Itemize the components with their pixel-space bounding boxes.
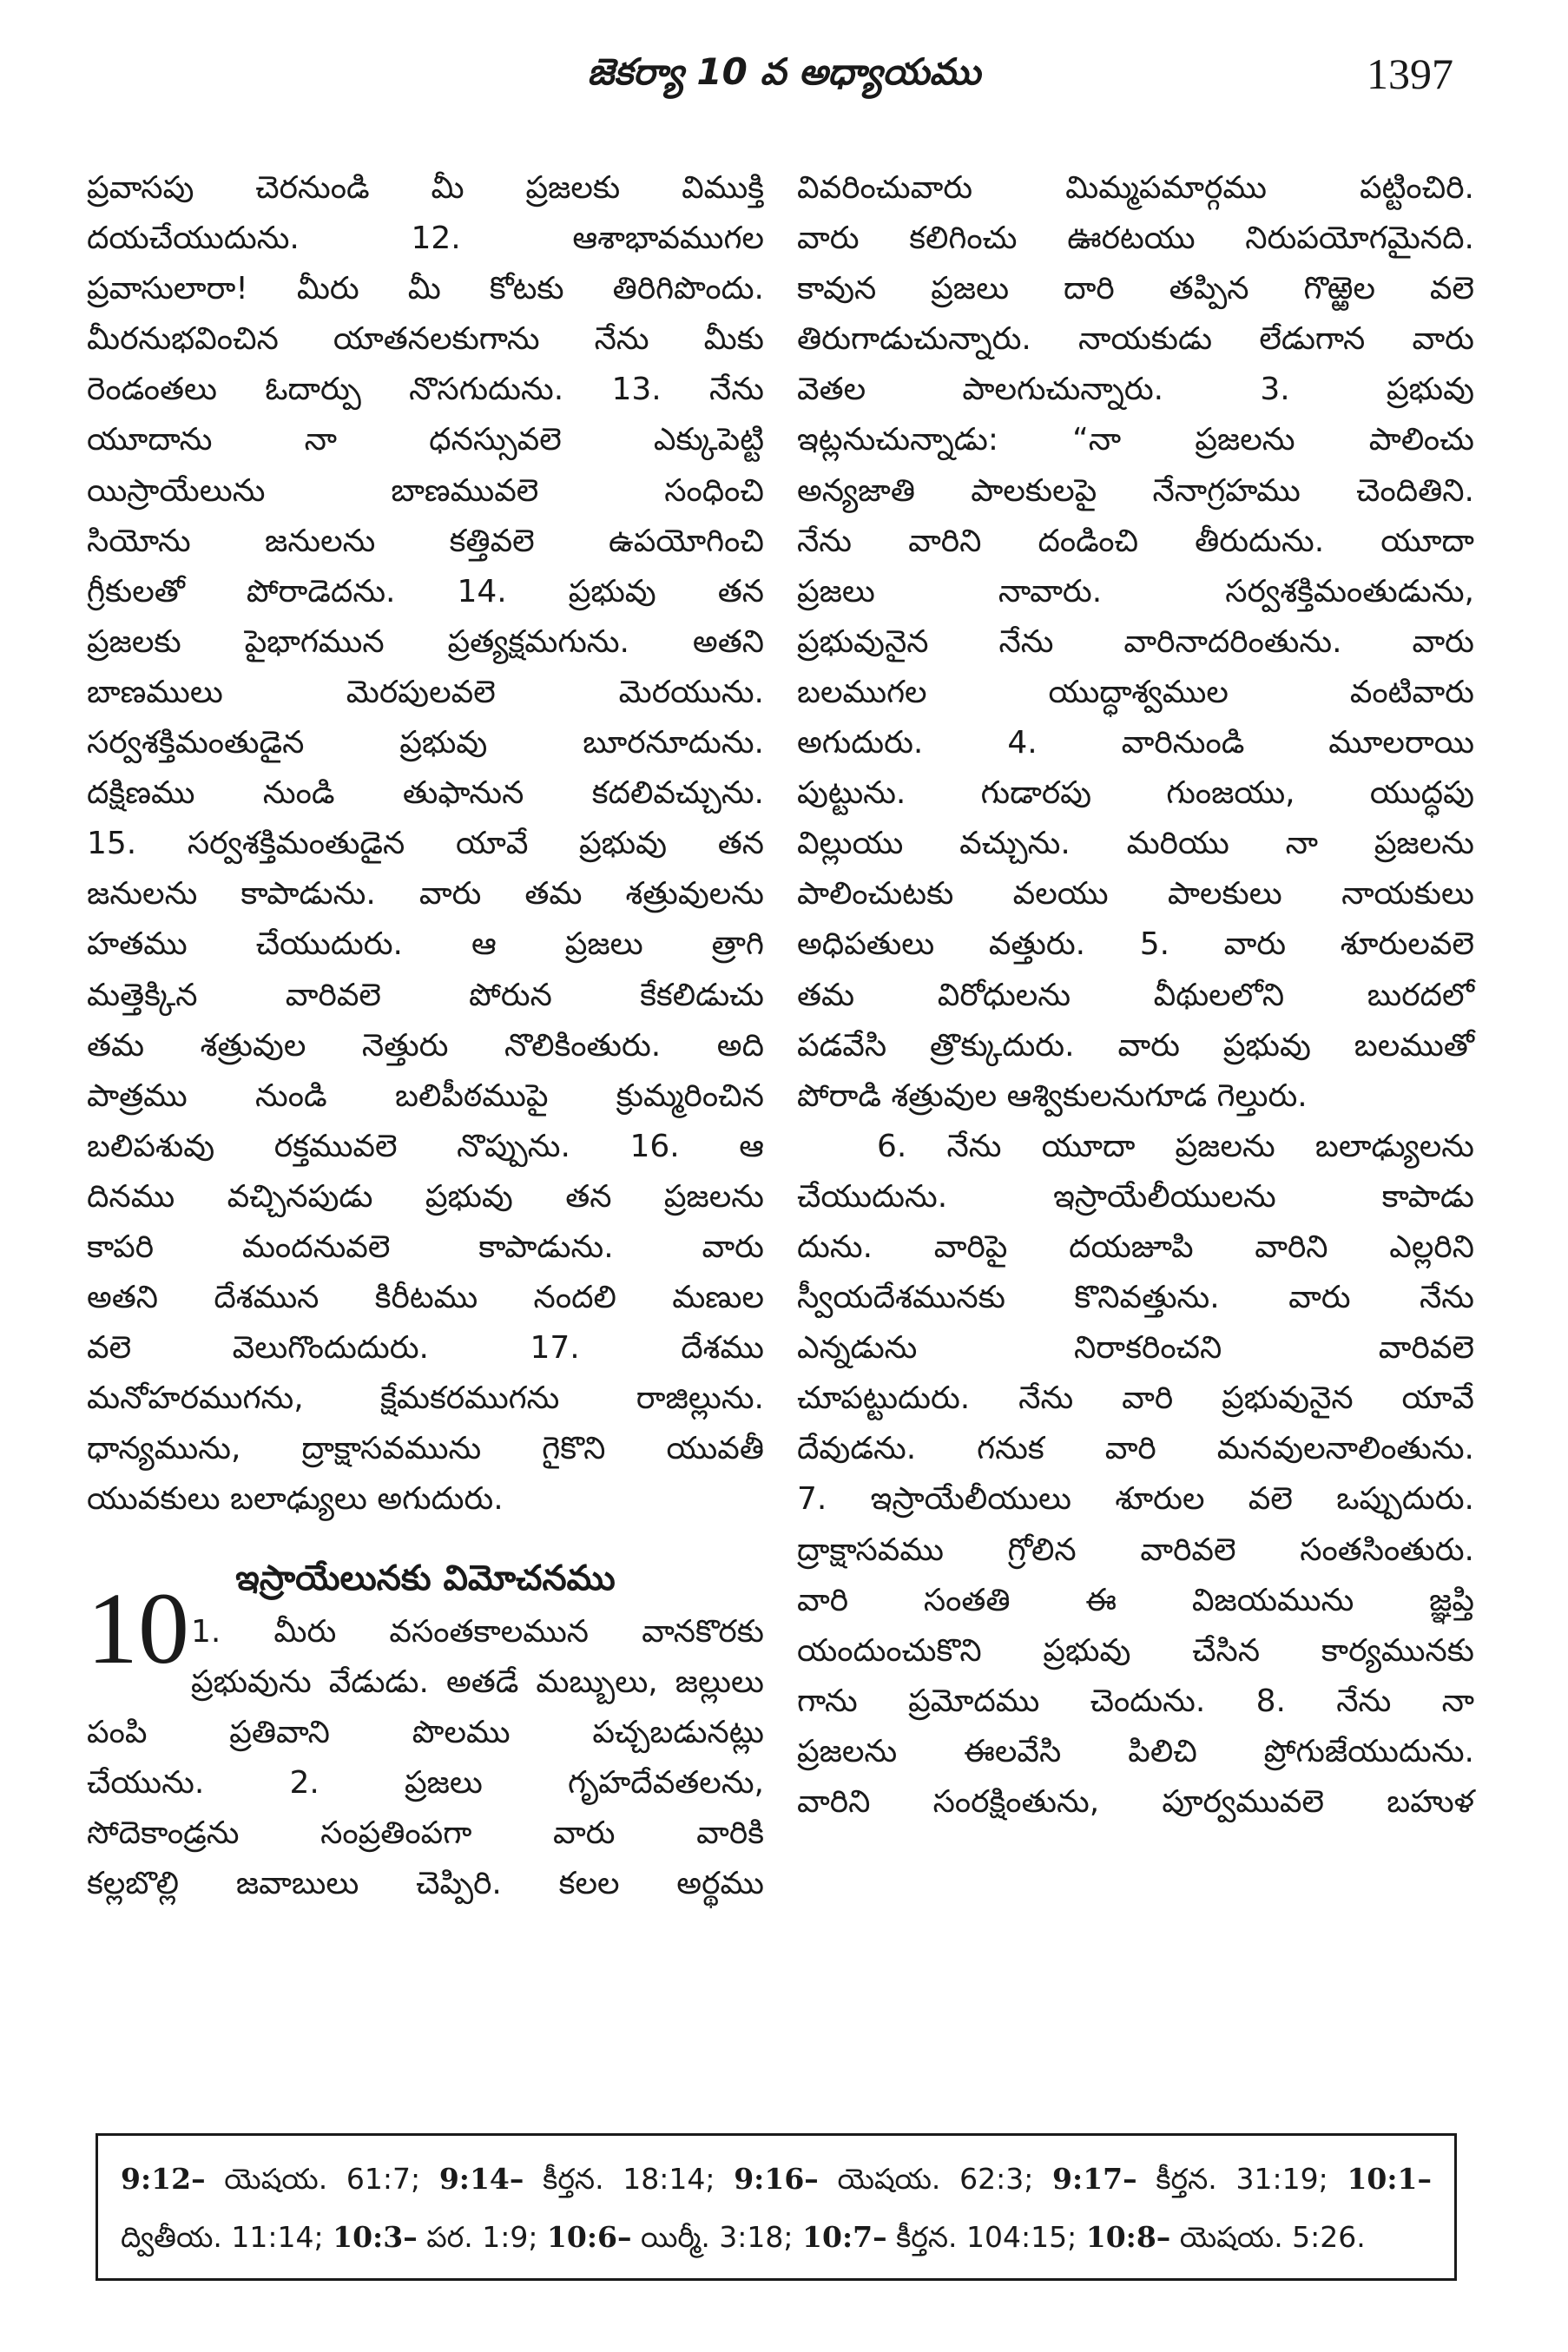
text-line: అగుదురు. 4. వారినుండి మూలరాయి [797, 725, 1474, 761]
text-line: జనులను కాపాడును. వారు తమ శత్రువులను [87, 876, 764, 912]
section-title: ఇస్రాయేలునకు విమోచనము [235, 1558, 616, 1598]
right-column-text-b [797, 1122, 1474, 1828]
text-line: దును. వారిపై దయజూపి వారిని ఎల్లరిని [797, 1229, 1474, 1265]
footnote-text: యెషయ. 61:7; [205, 2162, 439, 2196]
text-line: హతము చేయుదురు. ఆ ప్రజలు త్రాగి [87, 926, 764, 963]
text-line: బలముగల యుద్ధాశ్వముల వంటివారు [797, 674, 1474, 710]
text-line: దినము వచ్చినపుడు ప్రభువు తన ప్రజలను [87, 1178, 764, 1215]
text-line: చేయును. 2. ప్రజలు గృహదేవతలను, [87, 1764, 764, 1801]
text-line: స్వీయదేశమునకు కొనివత్తును. వారు నేను [797, 1280, 1474, 1316]
footnote-text: కీర్తన. 18:14; [524, 2162, 735, 2196]
text-line: చూపట్టుదురు. నేను వారి ప్రభువునైన యావే [797, 1380, 1474, 1417]
text-line: యిస్రాయేలును బాణమువలె సంధించి [87, 472, 764, 509]
text-line: కల్లబొల్లి జవాబులు చెప్పిరి. కలల అర్థము [87, 1866, 764, 1901]
footnote-ref: 9:16– [734, 2162, 819, 2196]
footnote-ref: 9:12– [121, 2162, 206, 2196]
footnote-text: కీర్తన. 31:19; [1136, 2162, 1347, 2196]
text-line: ద్రాక్షాసవము గ్రోలిన వారివలె సంతసింతురు. [797, 1532, 1474, 1568]
text-line: బలిపశువు రక్తమువలె నొప్పును. 16. ఆ [87, 1128, 764, 1164]
text-line: తమ విరోధులను వీథులలోని బురదలో [797, 977, 1474, 1013]
text-line: మనోహరముగను, క్షేమకరముగను రాజిల్లును. [87, 1380, 764, 1417]
text-line: పుట్టును. గుడారపు గుంజయు, యుద్ధపు [797, 775, 1474, 812]
text-line: ప్రభువునైన నేను వారినాదరింతును. వారు [797, 623, 1474, 660]
footnote-ref: 10:3– [333, 2220, 418, 2254]
right-column [797, 163, 1474, 1828]
text-line: అధిపతులు వత్తురు. 5. వారు శూరులవలె [797, 926, 1474, 963]
text-line: నేను వారిని దండించి తీరుదును. యూదా [797, 523, 1474, 559]
footnote-text: యిర్మీ. 3:18; [631, 2220, 803, 2254]
text-line: పడవేసి త్రొక్కుదురు. వారు ప్రభువు బలముతో [797, 1027, 1474, 1064]
text-line: పంపి ప్రతివాని పొలము పచ్చబడునట్లు [87, 1714, 764, 1750]
footnote-ref: 10:7– [802, 2220, 887, 2254]
text-line: వారి సంతతి ఈ విజయమును జ్ఞప్తి [797, 1582, 1474, 1618]
text-line: 7. ఇస్రాయేలీయులు శూరుల వలె ఒప్పుదురు. [797, 1481, 1474, 1518]
text-line: దక్షిణము నుండి తుఫానున కదలివచ్చును. [87, 775, 764, 812]
footnote-text: యెషయ. 62:3; [818, 2162, 1053, 2196]
text-line: పోరాడి శత్రువుల ఆశ్వికులనుగూడ గెల్తురు. [797, 1077, 1308, 1114]
text-line: ప్రజలను ఈలవేసి పిలిచి ప్రోగుజేయుదును. [797, 1733, 1474, 1769]
left-column-text [87, 163, 764, 1525]
footnote-text: యెషయ. 5:26. [1170, 2220, 1366, 2254]
text-line: మీరనుభవించిన యాతనలకుగాను నేను మీకు [87, 321, 764, 358]
text-line: కావున ప్రజలు దారి తప్పిన గొఱ్ఱెల వలె [797, 271, 1474, 307]
footnote-text: పర. 1:9; [417, 2220, 547, 2254]
footnote-ref: 10:1– [1347, 2162, 1433, 2196]
text-line: సోదెకాండ్రను సంప్రతింపగా వారు వారికి [87, 1815, 764, 1851]
left-column [87, 163, 764, 1909]
text-line: కాపరి మందనువలె కాపాడును. వారు [87, 1229, 764, 1265]
text-line: వారు కలిగించు ఊరటయు నిరుపయోగమైనది. [797, 221, 1474, 257]
text-line: యువకులు బలాఢ్యులు అగుదురు. [87, 1481, 504, 1518]
text-line: ప్రభువును వేడుడు. అతడే మబ్బులు, జల్లులు [191, 1664, 764, 1700]
text-line: అన్యజాతి పాలకులపై నేనాగ్రహము చెందితిని. [797, 472, 1474, 509]
text-line: సియోను జనులను కత్తివలె ఉపయోగించి [87, 523, 764, 559]
text-line: రెండంతలు ఓదార్పు నొసగుదును. 13. నేను [87, 372, 764, 408]
text-line: దేవుడను. గనుక వారి మనవులనాలింతును. [797, 1431, 1474, 1467]
text-line: ధాన్యమును, ద్రాక్షాసవమును గైకొని యువతీ [87, 1431, 764, 1467]
text-line: బాణములు మెరపులవలె మెరయును. [87, 674, 764, 710]
text-line: సర్వశక్తిమంతుడైన ప్రభువు బూరనూదును. [87, 725, 764, 761]
footnote-box [96, 2133, 1457, 2281]
chapter-number: 10 [87, 1571, 189, 1685]
text-line: దయచేయుదును. 12. ఆశాభావముగల [87, 221, 764, 257]
page-number: 1397 [1367, 49, 1453, 98]
text-line: విల్లుయు వచ్చును. మరియు నా ప్రజలను [797, 826, 1474, 862]
text-line: ప్రజలకు పైభాగమున ప్రత్యక్షమగును. అతని [87, 623, 764, 660]
text-line: అతని దేశమున కిరీటము నందలి మణుల [87, 1280, 764, 1316]
text-line: ప్రజలు నావారు. సర్వశక్తిమంతుడును, [797, 573, 1474, 609]
text-line: మత్తెక్కిన వారివలె పోరున కేకలిడుచు [87, 977, 764, 1013]
footnote-ref: 10:8– [1085, 2220, 1171, 2254]
text-line: గాను ప్రమోదము చెందును. 8. నేను నా [797, 1683, 1474, 1719]
text-line: తిరుగాడుచున్నారు. నాయకుడు లేడుగాన వారు [797, 321, 1474, 358]
footnote-text: ద్వితీయ. 11:14; [121, 2220, 333, 2254]
text-line: 6. నేను యూదా ప్రజలను బలాఢ్యులను [877, 1128, 1474, 1164]
footnote-text: కీర్తన. 104:15; [886, 2220, 1086, 2254]
text-line: వారిని సంరక్షింతును, పూర్వమువలె బహుళ [797, 1784, 1474, 1820]
footnote-line [121, 2150, 1432, 2208]
text-line: పాలించుటకు వలయు పాలకులు నాయకులు [797, 876, 1474, 912]
text-line: గ్రీకులతో పోరాడెదను. 14. ప్రభువు తన [87, 573, 764, 609]
running-title: జెకర్యా 10 వ అధ్యాయము [587, 50, 981, 93]
page-header [0, 42, 1568, 111]
text-line: వివరించువారు మిమ్మపమార్గము పట్టించిరి. [797, 170, 1474, 206]
text-line: చేయుదును. ఇస్రాయేలీయులను కాపాడు [797, 1178, 1474, 1215]
text-line: 1. మీరు వసంతకాలమున వానకొరకు [191, 1613, 764, 1650]
text-line: వలె వెలుగొందుదురు. 17. దేశము [87, 1330, 764, 1367]
text-line: 15. సర్వశక్తిమంతుడైన యావే ప్రభువు తన [87, 826, 764, 862]
text-line: యందుంచుకొని ప్రభువు చేసిన కార్యమునకు [797, 1632, 1474, 1669]
text-line: పాత్రము నుండి బలిపీఠముపై క్రుమ్మరించిన [87, 1077, 764, 1114]
text-line: ఇట్లనుచున్నాడు: “నా ప్రజలను పాలించు [797, 422, 1474, 458]
text-line: ఎన్నడును నిరాకరించని వారివలె [797, 1330, 1474, 1367]
footnote-ref: 10:6– [546, 2220, 632, 2254]
footnote-line [121, 2208, 1432, 2266]
text-line: వెతల పాలగుచున్నారు. 3. ప్రభువు [797, 372, 1474, 408]
right-column-text-a [797, 163, 1474, 1122]
text-line: తమ శత్రువుల నెత్తురు నొలికింతురు. అది [87, 1027, 764, 1064]
text-line: ప్రవాసులారా! మీరు మీ కోటకు తిరిగిపొందు. [87, 271, 764, 307]
footnote-ref: 9:14– [438, 2162, 524, 2196]
text-line: ప్రవాసపు చెరనుండి మీ ప్రజలకు విముక్తి [87, 170, 764, 206]
text-line: యూదాను నా ధనస్సువలె ఎక్కుపెట్టి [87, 422, 764, 458]
footnote-ref: 9:17– [1052, 2162, 1137, 2196]
